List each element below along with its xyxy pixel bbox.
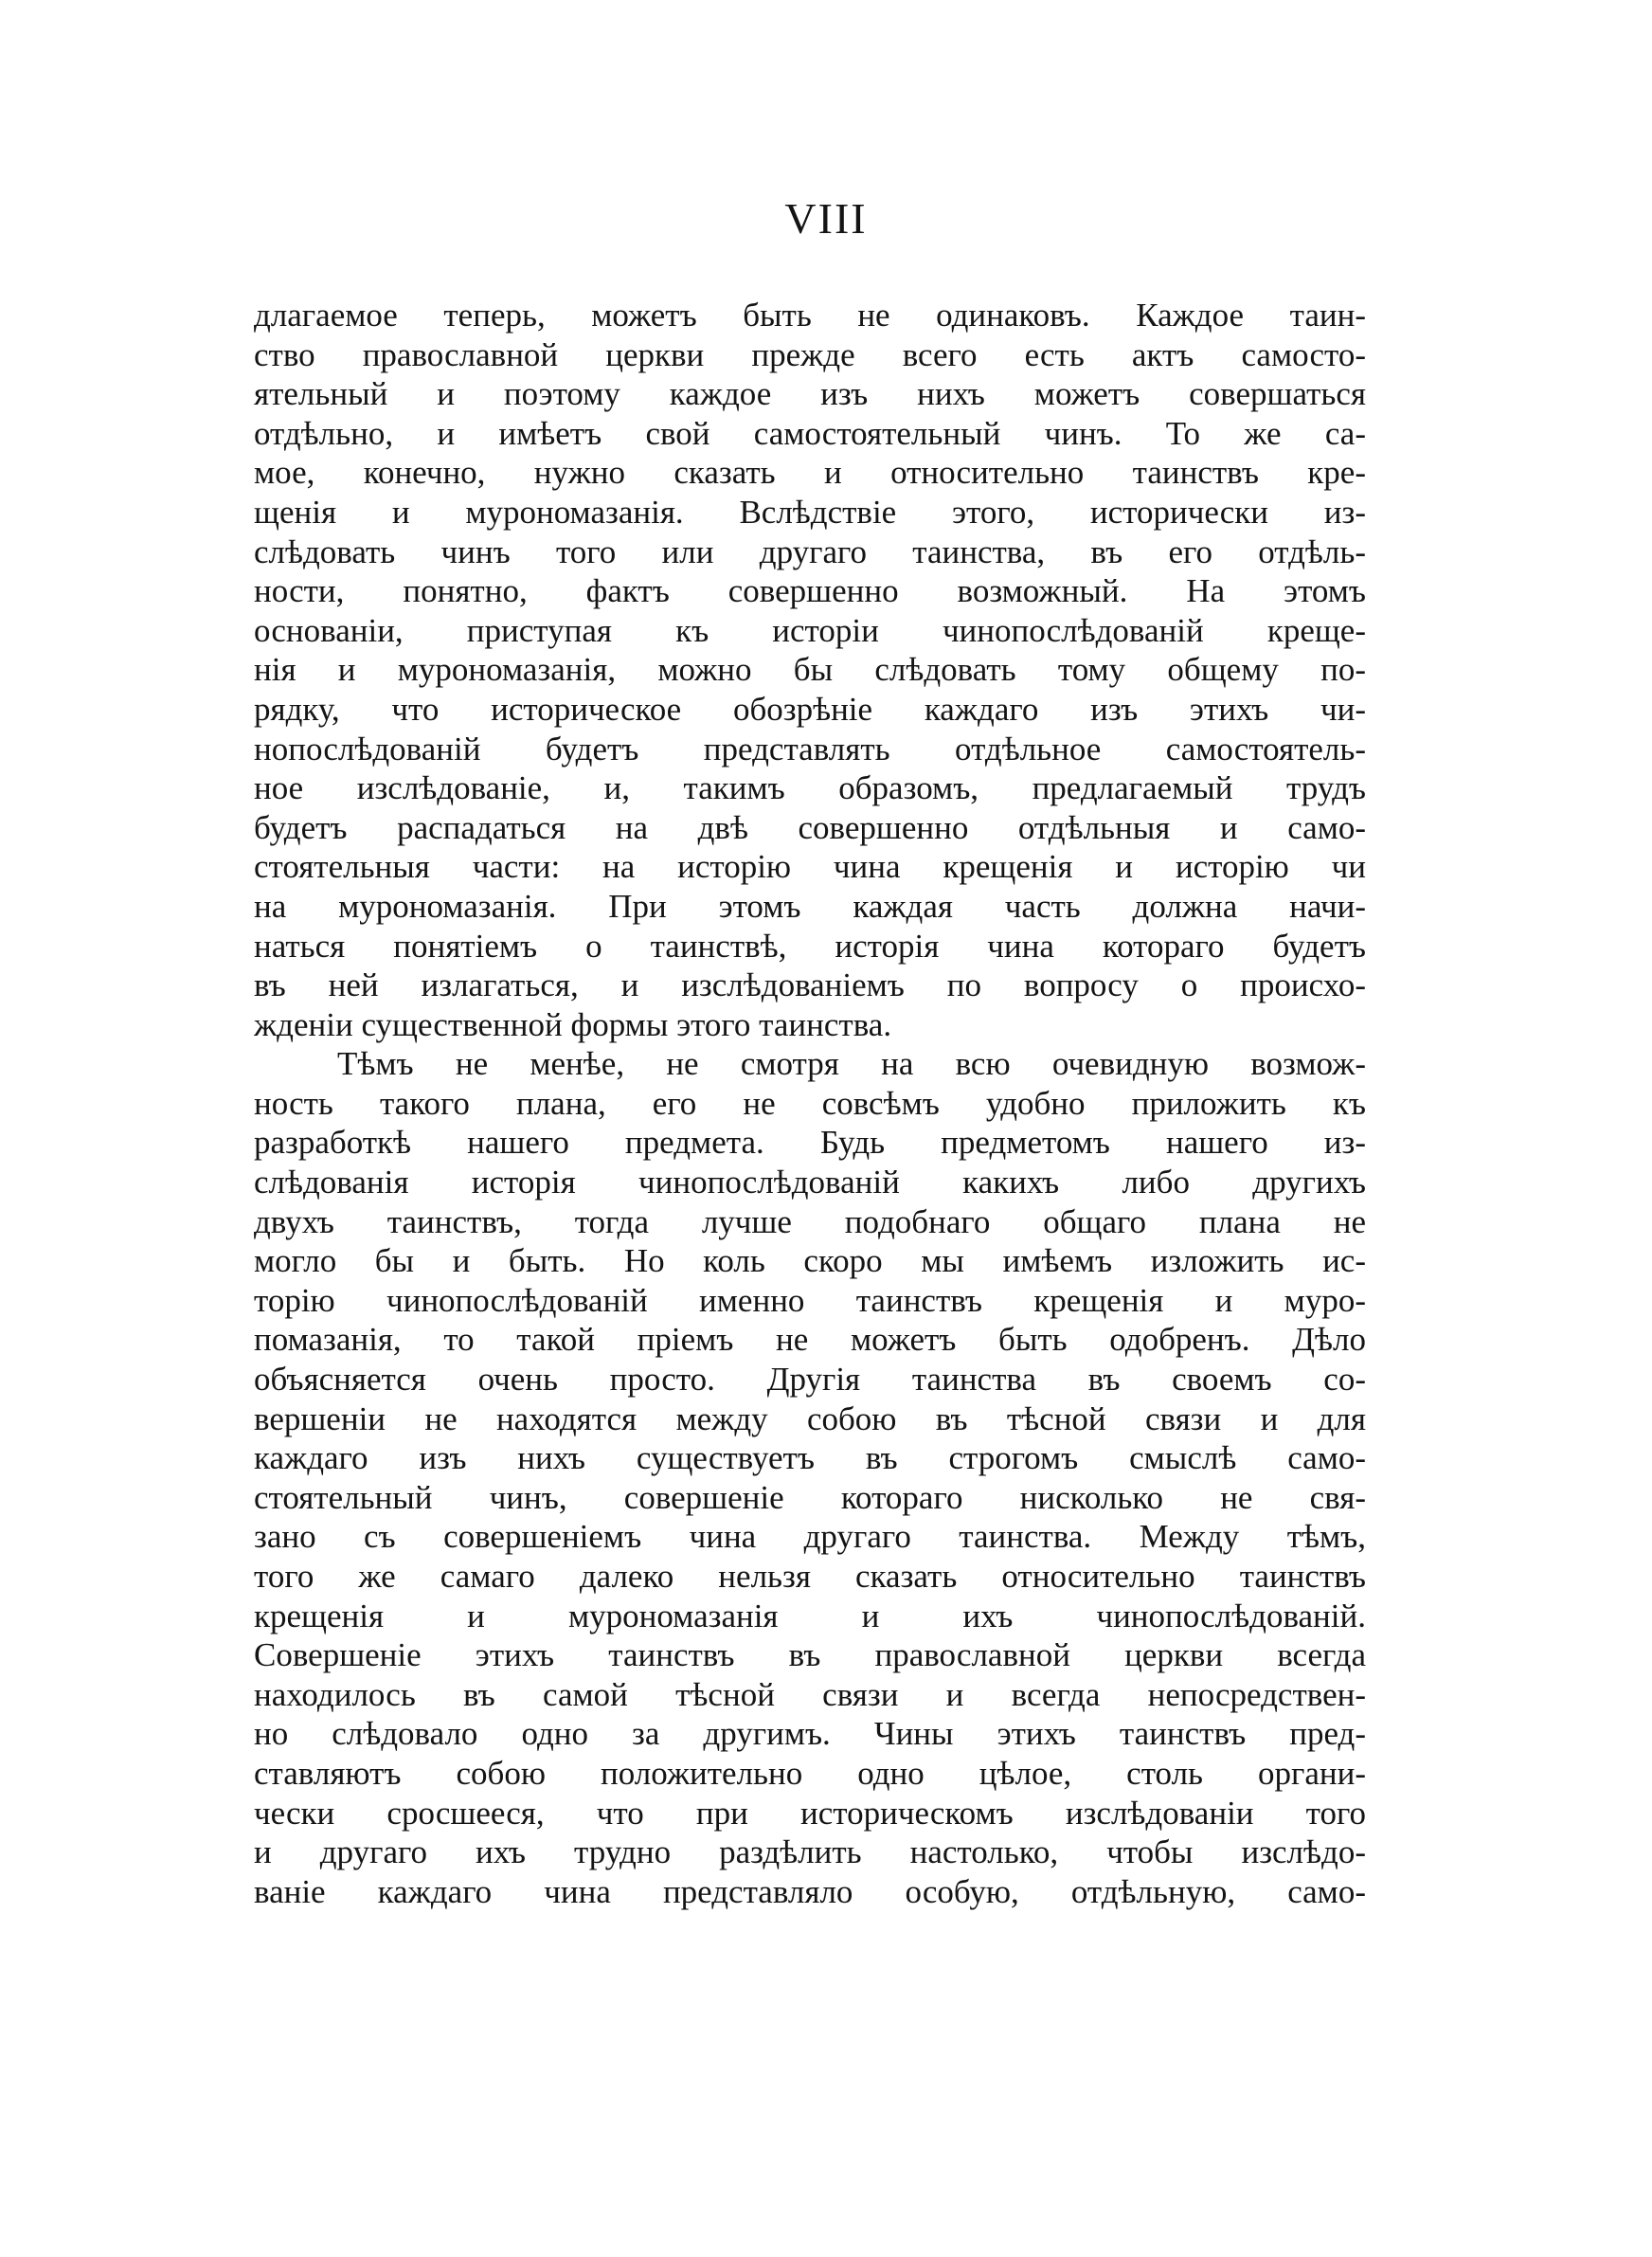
text-line: могло бы и быть. Но коль скоро мы имѣемъ изложить ис- — [254, 1242, 1366, 1280]
text-line: того же самаго далеко нельзя сказать относительно таинствъ — [254, 1558, 1366, 1595]
text-line: стоятельный чинъ, совершеніе котораго нисколько не свя- — [254, 1478, 1366, 1516]
text-line: крещенія и мурономазанія и ихъ чинопослѣдованій. — [254, 1597, 1366, 1634]
text-line: но слѣдовало одно за другимъ. Чины этихъ таинствъ пред- — [254, 1715, 1366, 1753]
text-line: ставляютъ собою положительно одно цѣлое, столь органи- — [254, 1754, 1366, 1792]
text-line: зано съ совершеніемъ чина другаго таинства. Между тѣмъ, — [254, 1518, 1366, 1556]
text-line: чески сросшееся, что при историческомъ изслѣдованіи того — [254, 1794, 1366, 1832]
text-line: слѣдованія исторія чинопослѣдованій какихъ либо другихъ — [254, 1164, 1366, 1201]
text-line: нопослѣдованій будетъ представлять отдѣльное самостоятель- — [254, 730, 1366, 767]
text-line: находилось въ самой тѣсной связи и всегда непосредствен- — [254, 1675, 1366, 1713]
text-line: ность такого плана, его не совсѣмъ удобно приложить къ — [254, 1084, 1366, 1122]
text-line: на мурономазанія. При этомъ каждая часть должна начи- — [254, 887, 1366, 925]
text-line: въ ней излагаться, и изслѣдованіемъ по вопросу о происхо- — [254, 966, 1366, 1004]
text-line: двухъ таинствъ, тогда лучше подобнаго общаго плана не — [254, 1202, 1366, 1240]
text-line: разработкѣ нашего предмета. Будь предметомъ нашего из- — [254, 1124, 1366, 1162]
text-line: нія и мурономазанія, можно бы слѣдовать тому общему по- — [254, 651, 1366, 689]
text-line: ное изслѣдованіе, и, такимъ образомъ, предлагаемый трудъ — [254, 769, 1366, 807]
text-line: ваніе каждаго чина представляло особую, отдѣльную, само- — [254, 1872, 1366, 1910]
text-line: основаніи, приступая къ исторіи чинопослѣдованій креще- — [254, 611, 1366, 649]
page-number: VIII — [784, 194, 868, 243]
body-text — [254, 296, 1366, 1911]
text-line: ство православной церкви прежде всего есть актъ самосто- — [254, 335, 1366, 373]
text-line: торію чинопослѣдованій именно таинствъ крещенія и муро- — [254, 1281, 1366, 1319]
text-line: наться понятіемъ о таинствѣ, исторія чина котораго будетъ — [254, 927, 1366, 965]
text-line: рядку, что историческое обозрѣніе каждаго изъ этихъ чи- — [254, 690, 1366, 728]
text-line: ности, понятно, фактъ совершенно возможный. На этомъ — [254, 572, 1366, 610]
text-line: отдѣльно, и имѣетъ свой самостоятельный чинъ. То же са- — [254, 414, 1366, 452]
text-line: длагаемое теперь, можетъ быть не одинаковъ. Каждое таин- — [254, 297, 1366, 334]
text-line: и другаго ихъ трудно раздѣлить настолько, чтобы изслѣдо- — [254, 1833, 1366, 1871]
text-line: каждаго изъ нихъ существуетъ въ строгомъ смыслѣ само- — [254, 1439, 1366, 1477]
text-line: щенія и мурономазанія. Вслѣдствіе этого, исторически из- — [254, 493, 1366, 531]
text-line: слѣдовать чинъ того или другаго таинства, въ его отдѣль- — [254, 533, 1366, 570]
text-line: Совершеніе этихъ таинствъ въ православной церкви всегда — [254, 1636, 1366, 1674]
text-line: стоятельныя части: на исторію чина крещенія и исторію чи — [254, 848, 1366, 886]
text-line: жденіи существенной формы этого таинства. — [254, 1005, 892, 1043]
text-line: будетъ распадаться на двѣ совершенно отдѣльныя и само- — [254, 808, 1366, 846]
text-line: помазанія, то такой пріемъ не можетъ быть одобренъ. Дѣло — [254, 1321, 1366, 1359]
text-line: ятельный и поэтому каждое изъ нихъ можетъ совершаться — [254, 375, 1366, 413]
text-line: Тѣмъ не менѣе, не смотря на всю очевидную возмож- — [337, 1045, 1366, 1083]
text-line: мое, конечно, нужно сказать и относительно таинствъ кре- — [254, 454, 1366, 492]
text-line: вершеніи не находятся между собою въ тѣсной связи и для — [254, 1399, 1366, 1437]
text-line: объясняется очень просто. Другія таинства въ своемъ со- — [254, 1361, 1366, 1399]
